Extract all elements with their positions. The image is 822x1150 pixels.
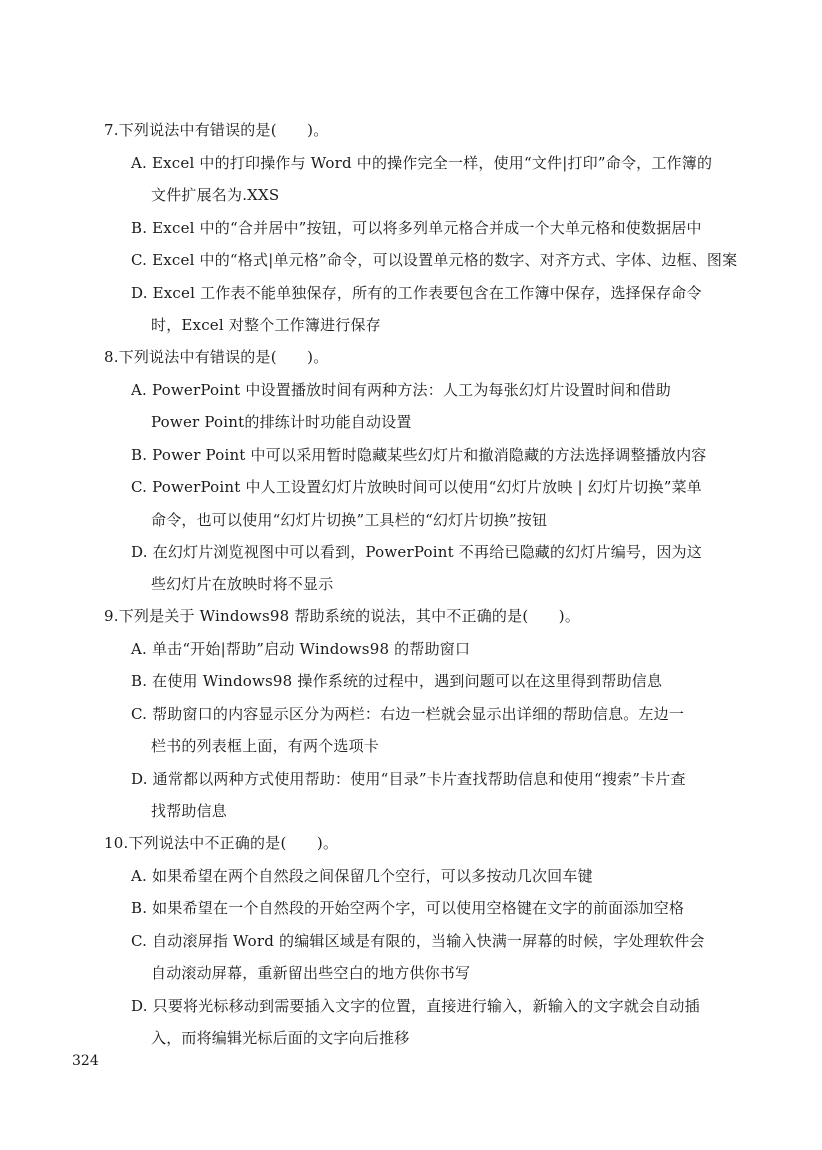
question-8-option-d: D. 在幻灯片浏览视图中可以看到，PowerPoint 不再给已隐藏的幻灯片编号，因为这 — [131, 543, 703, 561]
question-9-option-d-cont: 找帮助信息 — [151, 802, 228, 820]
question-9-option-c-cont: 栏书的列表框上面，有两个选项卡 — [151, 737, 380, 755]
question-7-option-b: B. Excel 中的“合并居中”按钮，可以将多列单元格合并成一个大单元格和使数据居中 — [131, 219, 702, 237]
question-8-option-a-cont: Power Point的排练计时功能自动设置 — [151, 413, 412, 431]
page-number: 324 — [72, 1053, 99, 1069]
question-8-option-a: A. PowerPoint 中设置播放时间有两种方法：人工为每张幻灯片设置时间和借助 — [131, 381, 671, 399]
question-7-option-d: D. Excel 工作表不能单独保存，所有的工作表要包含在工作簿中保存，选择保存命令 — [131, 284, 702, 302]
question-9-option-c: C. 帮助窗口的内容显示区分为两栏：右边一栏就会显示出详细的帮助信息。左边一 — [131, 705, 685, 723]
question-10-option-a: A. 如果希望在两个自然段之间保留几个空行，可以多按动几次回车键 — [131, 867, 593, 885]
question-9-option-a: A. 单击“开始|帮助”启动 Windows98 的帮助窗口 — [131, 640, 471, 658]
question-9-option-d: D. 通常都以两种方式使用帮助：使用“目录”卡片查找帮助信息和使用“搜索”卡片查 — [131, 770, 686, 788]
question-7-option-d-cont: 时，Excel 对整个工作簿进行保存 — [151, 316, 381, 334]
question-10-option-d: D. 只要将光标移动到需要插入文字的位置，直接进行输入，新输入的文字就会自动插 — [131, 997, 700, 1015]
question-8-option-d-cont: 些幻灯片在放映时将不显示 — [151, 575, 334, 593]
question-10-option-b: B. 如果希望在一个自然段的开始空两个字，可以使用空格键在文字的前面添加空格 — [131, 899, 685, 917]
question-8-option-b: B. Power Point 中可以采用暂时隐藏某些幻灯片和撤消隐藏的方法选择调整播放内容 — [131, 446, 707, 464]
question-8-option-c: C. PowerPoint 中人工设置幻灯片放映时间可以使用“幻灯片放映 | 幻灯片切换”菜单 — [131, 478, 702, 496]
question-10-option-c: C. 自动滚屏指 Word 的编辑区域是有限的，当输入快满一屏幕的时候，字处理软件会 — [131, 932, 705, 950]
question-7-option-c: C. Excel 中的“格式|单元格”命令，可以设置单元格的数字、对齐方式、字体、边框、图案 — [131, 251, 738, 269]
question-10-stem: 10.下列说法中不正确的是( )。 — [104, 834, 339, 852]
question-10-option-d-cont: 入，而将编辑光标后面的文字向后推移 — [151, 1029, 410, 1047]
question-7-option-a: A. Excel 中的打印操作与 Word 中的操作完全一样，使用“文件|打印”命令，工作簿的 — [131, 154, 713, 172]
question-9-stem: 9.下列是关于 Windows98 帮助系统的说法，其中不正确的是( )。 — [104, 607, 581, 625]
question-9-option-b: B. 在使用 Windows98 操作系统的过程中，遇到问题可以在这里得到帮助信息 — [131, 672, 663, 690]
question-8-stem: 8.下列说法中有错误的是( )。 — [104, 348, 329, 366]
question-7-option-a-cont: 文件扩展名为.XXS — [151, 186, 280, 204]
question-7-stem: 7.下列说法中有错误的是( )。 — [104, 121, 329, 139]
question-8-option-c-cont: 命令，也可以使用“幻灯片切换”工具栏的“幻灯片切换”按钮 — [151, 511, 548, 529]
question-10-option-c-cont: 自动滚动屏幕，重新留出些空白的地方供你书写 — [151, 964, 471, 982]
